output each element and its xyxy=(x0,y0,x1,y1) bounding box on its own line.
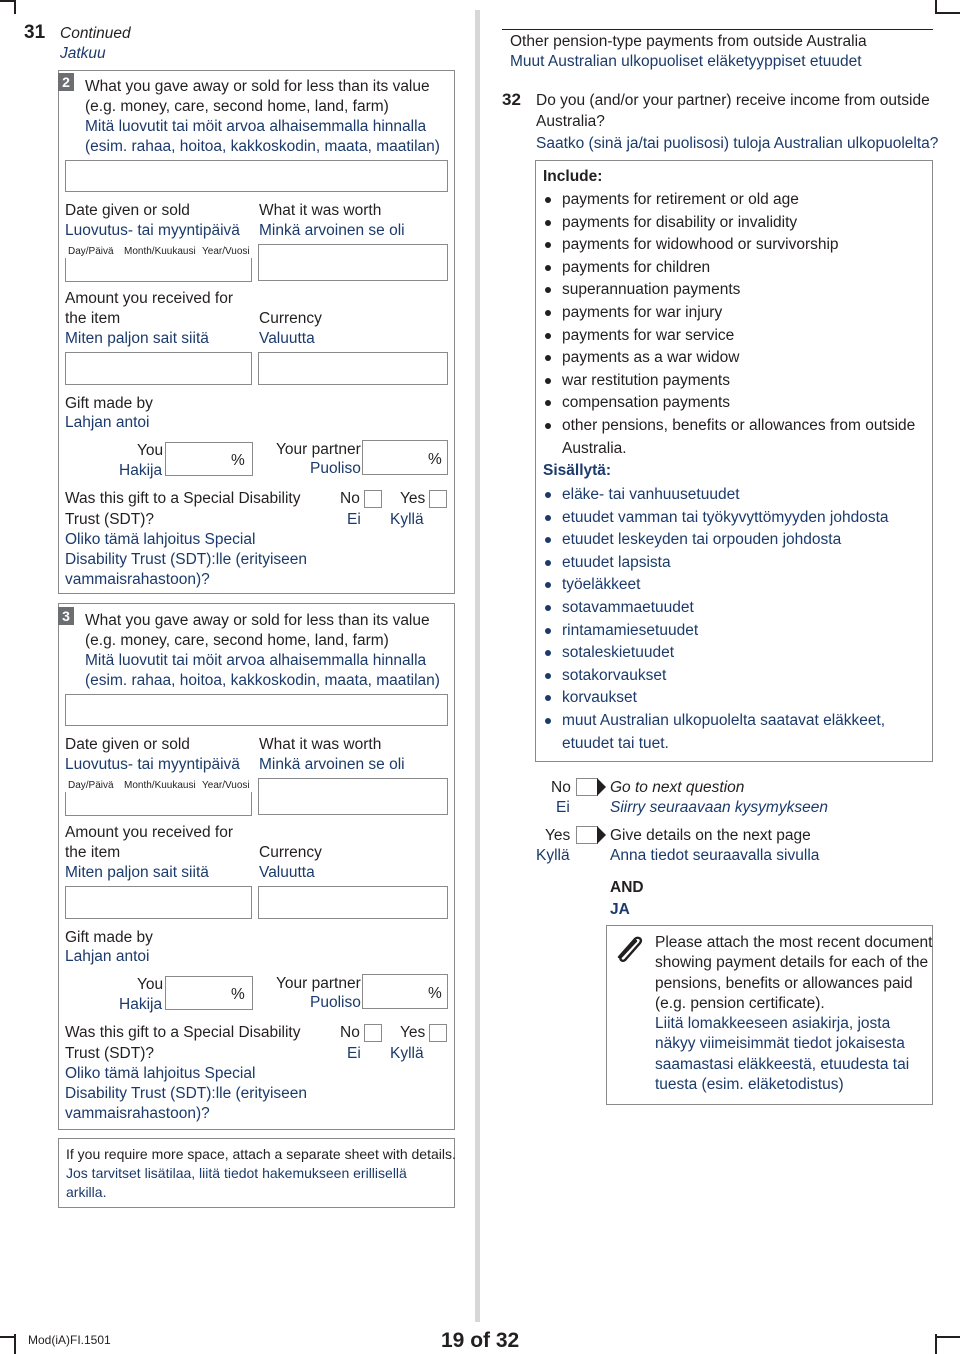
date-label-fi-3: Luovutus- tai myyntipäivä xyxy=(65,756,240,773)
question-32-text-fi: Saatko (sinä ja/tai puolisosi) tuloja Australian ulkopuolelta? xyxy=(536,135,939,152)
partner-label-fi: Puoliso xyxy=(310,460,361,477)
sdt-question-fi-3: vammaisrahastoon)? xyxy=(65,571,210,588)
paperclip-icon xyxy=(612,930,648,966)
question-32-number: 32 xyxy=(502,90,521,109)
worth-field-3[interactable] xyxy=(258,778,448,815)
q32-yes-goto-fi: Anna tiedot seuraavalla sivulla xyxy=(610,847,820,864)
list-item: rintamamiesetuudet xyxy=(562,621,699,639)
you-percent-sign: % xyxy=(231,452,245,469)
sdt-no-label-3: No xyxy=(340,1024,360,1041)
partner-label-3: Your partner xyxy=(276,975,361,992)
header-rule xyxy=(502,29,933,30)
currency-label: Currency xyxy=(259,310,322,327)
list-item: compensation payments xyxy=(562,394,731,412)
amount-label-3b: the item xyxy=(65,844,121,861)
form-code: Mod(iA)FI.1501 xyxy=(28,1333,111,1347)
amount-label-fi-3: Miten paljon sait siitä xyxy=(65,864,209,881)
currency-field-3[interactable] xyxy=(258,886,448,919)
attach-line-fi: saamastasi eläkkeestä, etuudesta tai xyxy=(655,1055,910,1073)
arrow-right-icon xyxy=(597,778,606,796)
item-description-field[interactable] xyxy=(65,160,448,192)
attach-line: showing payment details for each of the xyxy=(655,954,929,972)
attach-line: (e.g. pension certificate). xyxy=(655,994,825,1012)
more-space-text: If you require more space, attach a separate sheet with details. xyxy=(66,1146,456,1162)
attach-line: pensions, benefits or allowances paid xyxy=(655,974,913,992)
q32-yes-label: Yes xyxy=(545,827,571,844)
day-label-3: Day/Päivä xyxy=(68,780,114,791)
list-item: payments for war service xyxy=(562,326,735,344)
sdt-no-checkbox-3[interactable] xyxy=(364,1024,382,1042)
list-item: payments for children xyxy=(562,258,711,276)
crop-mark-bottom-right-h xyxy=(935,1336,960,1338)
date-label: Date given or sold xyxy=(65,202,190,219)
bullet-icon xyxy=(545,673,551,679)
list-item: sotakorvaukset xyxy=(562,666,667,684)
sdt-no-label-fi: Ei xyxy=(347,511,361,528)
and-label: AND xyxy=(610,879,644,896)
section-header: Other pension-type payments from outside Australia xyxy=(510,33,867,50)
worth-field[interactable] xyxy=(258,244,448,281)
section-3-number: 3 xyxy=(58,607,74,625)
continued-label-fi: Jatkuu xyxy=(60,45,106,62)
section-2-heading-fi: Mitä luovutit tai möit arvoa alhaisemmalla hinnalla xyxy=(85,118,427,135)
and-label-fi: JA xyxy=(610,901,630,918)
currency-label-3: Currency xyxy=(259,844,322,861)
sdt-question-3b: Trust (SDT)? xyxy=(65,1045,154,1062)
list-item: war restitution payments xyxy=(562,371,730,389)
list-item: sotavammaetuudet xyxy=(562,599,694,616)
bullet-icon xyxy=(545,560,551,566)
amount-label-2: the item xyxy=(65,310,121,327)
you-label-fi: Hakija xyxy=(119,462,163,479)
question-32-text: Do you (and/or your partner) receive income from outside xyxy=(536,92,930,109)
bullet-icon xyxy=(545,197,551,203)
currency-label-fi-3: Valuutta xyxy=(259,864,315,881)
q32-yes-label-fi: Kyllä xyxy=(536,847,570,864)
list-item: payments for widowhood or survivorship xyxy=(562,236,839,254)
list-item: payments for disability or invalidity xyxy=(562,213,798,231)
more-space-text-fi: Jos tarvitset lisätilaa, liitä tiedot hakemukseen erillisellä xyxy=(66,1165,407,1181)
section-3-heading-fi-2: (esim. rahaa, hoitoa, kakkoskodin, maata, maatilan) xyxy=(85,672,440,689)
amount-label-3: Amount you received for xyxy=(65,824,234,841)
q32-no-goto-fi: Siirry seuraavaan kysymykseen xyxy=(610,799,828,816)
month-label-3: Month/Kuukausi xyxy=(124,780,196,791)
sdt-question-fi-3c: vammaisrahastoon)? xyxy=(65,1105,210,1122)
bullet-icon xyxy=(545,628,551,634)
section-2-number: 2 xyxy=(58,73,74,91)
sdt-question-fi-3b: Disability Trust (SDT):lle (erityiseen xyxy=(65,1085,308,1102)
list-item: työeläkkeet xyxy=(562,576,641,594)
date-label-3: Date given or sold xyxy=(65,736,190,753)
list-item: etuudet tai tuet. xyxy=(562,734,669,752)
amount-field[interactable] xyxy=(65,352,252,385)
year-label: Year/Vuosi xyxy=(202,246,250,257)
column-divider xyxy=(475,10,480,1322)
you-label-fi-3: Hakija xyxy=(119,996,163,1013)
partner-label-fi-3: Puoliso xyxy=(310,994,361,1011)
sdt-yes-checkbox[interactable] xyxy=(429,490,447,508)
attach-line-fi: tuesta (esim. eläketodistus) xyxy=(655,1075,844,1093)
sdt-question-3: Was this gift to a Special Disability xyxy=(65,1024,301,1041)
list-item: etuudet leskeyden tai orpouden johdosta xyxy=(562,531,842,549)
attach-line-fi: Liitä lomakkeeseen asiakirja, josta xyxy=(655,1015,891,1032)
q32-yes-goto: Give details on the next page xyxy=(610,827,811,844)
page-number: 19 of 32 xyxy=(441,1329,520,1352)
sdt-no-checkbox[interactable] xyxy=(364,490,382,508)
sdt-yes-checkbox-3[interactable] xyxy=(429,1024,447,1042)
q32-no-label-fi: Ei xyxy=(556,799,570,816)
you-percent-sign-3: % xyxy=(231,986,245,1003)
worth-label-3: What it was worth xyxy=(259,736,382,753)
amount-label: Amount you received for xyxy=(65,290,234,307)
attach-line: Please attach the most recent document xyxy=(655,934,933,951)
partner-percent-sign: % xyxy=(428,451,442,468)
bullet-icon xyxy=(545,378,551,384)
partner-percent-sign-3: % xyxy=(428,985,442,1002)
section-3-heading-fi: Mitä luovutit tai möit arvoa alhaisemmalla hinnalla xyxy=(85,652,427,669)
date-field-3[interactable] xyxy=(65,792,252,816)
list-item: etuudet vamman tai työkyvyttömyyden johdosta xyxy=(562,508,889,526)
gift-label-fi-3: Lahjan antoi xyxy=(65,948,150,965)
bullet-icon xyxy=(545,423,551,429)
gift-label: Gift made by xyxy=(65,395,153,412)
sdt-question-fi: Oliko tämä lahjoitus Special xyxy=(65,531,256,548)
list-item: payments as a war widow xyxy=(562,349,740,367)
section-2-heading: What you gave away or sold for less than its value xyxy=(85,78,430,95)
list-item: etuudet lapsista xyxy=(562,553,671,571)
list-item: korvaukset xyxy=(562,689,637,707)
attach-line-fi: näkyy viimeisimmät tiedot jokaisesta xyxy=(655,1035,905,1053)
q32-no-checkbox[interactable] xyxy=(576,778,598,796)
sdt-question-fi-3a: Oliko tämä lahjoitus Special xyxy=(65,1065,256,1082)
amount-field-3[interactable] xyxy=(65,886,252,919)
include-heading: Include: xyxy=(543,168,603,185)
sdt-no-label: No xyxy=(340,490,360,507)
list-item: Australia. xyxy=(562,439,627,457)
amount-label-fi: Miten paljon sait siitä xyxy=(65,330,209,347)
bullet-icon xyxy=(545,265,551,271)
crop-mark-bottom-left-h xyxy=(0,1336,16,1338)
partner-label: Your partner xyxy=(276,441,361,458)
sdt-yes-label: Yes xyxy=(400,490,426,507)
currency-field[interactable] xyxy=(258,352,448,385)
q32-no-label: No xyxy=(551,779,571,796)
bullet-icon xyxy=(545,333,551,339)
month-label: Month/Kuukausi xyxy=(124,246,196,257)
crop-mark-top-left-v xyxy=(14,0,16,14)
q32-no-goto: Go to next question xyxy=(610,779,745,796)
list-item: muut Australian ulkopuolelta saatavat eläkkeet, xyxy=(562,712,886,729)
sdt-yes-label-3: Yes xyxy=(400,1024,426,1041)
you-label: You xyxy=(137,442,164,459)
list-item: superannuation payments xyxy=(562,281,741,299)
item-description-field-3[interactable] xyxy=(65,694,448,726)
gift-label-3: Gift made by xyxy=(65,929,153,946)
date-label-fi: Luovutus- tai myyntipäivä xyxy=(65,222,240,239)
sdt-yes-label-fi: Kyllä xyxy=(390,511,424,528)
question-number: 31 xyxy=(24,22,46,43)
you-label-3: You xyxy=(137,976,164,993)
bullet-icon xyxy=(545,515,551,521)
more-space-text-fi-2: arkilla. xyxy=(66,1184,107,1200)
question-32-text-2: Australia? xyxy=(536,113,605,130)
bullet-icon xyxy=(545,718,551,724)
sdt-question: Was this gift to a Special Disability xyxy=(65,490,301,507)
continued-label: Continued xyxy=(60,25,131,42)
worth-label: What it was worth xyxy=(259,202,382,219)
list-item: eläke- tai vanhuusetuudet xyxy=(562,486,740,503)
currency-label-fi: Valuutta xyxy=(259,330,315,347)
include-heading-fi: Sisällytä: xyxy=(543,462,612,479)
sdt-question-2: Trust (SDT)? xyxy=(65,511,154,528)
sdt-yes-label-fi-3: Kyllä xyxy=(390,1045,424,1062)
list-item: payments for retirement or old age xyxy=(562,191,799,208)
arrow-right-icon xyxy=(597,826,606,844)
sdt-no-label-fi-3: Ei xyxy=(347,1045,361,1062)
list-item: sotaleskietuudet xyxy=(562,644,675,662)
bullet-icon xyxy=(545,220,551,226)
worth-label-fi-3: Minkä arvoinen se oli xyxy=(259,756,405,773)
date-field[interactable] xyxy=(65,258,252,282)
bullet-icon xyxy=(545,492,551,498)
gift-label-fi: Lahjan antoi xyxy=(65,414,150,431)
worth-label-fi: Minkä arvoinen se oli xyxy=(259,222,405,239)
list-item: other pensions, benefits or allowances from outside xyxy=(562,417,916,434)
bullet-icon xyxy=(545,605,551,611)
sdt-question-fi-2: Disability Trust (SDT):lle (erityiseen xyxy=(65,551,308,568)
list-item: payments for war injury xyxy=(562,304,723,321)
section-header-fi: Muut Australian ulkopuoliset eläketyyppiset etuudet xyxy=(510,53,862,70)
day-label: Day/Päivä xyxy=(68,246,114,257)
q32-yes-checkbox[interactable] xyxy=(576,826,598,844)
year-label-3: Year/Vuosi xyxy=(202,780,250,791)
crop-mark-top-right-h xyxy=(935,12,960,14)
bullet-icon xyxy=(545,310,551,316)
section-3-heading: What you gave away or sold for less than its value xyxy=(85,612,430,629)
section-2-heading-2: (e.g. money, care, second home, land, farm) xyxy=(85,98,389,115)
section-2-heading-fi-2: (esim. rahaa, hoitoa, kakkoskodin, maata, maatilan) xyxy=(85,138,440,155)
section-3-heading-2: (e.g. money, care, second home, land, farm) xyxy=(85,632,389,649)
